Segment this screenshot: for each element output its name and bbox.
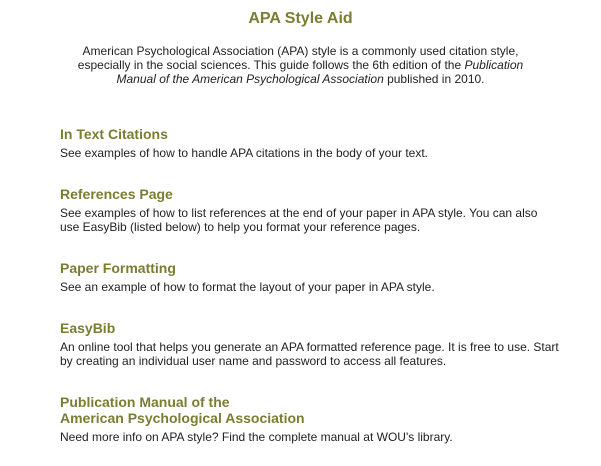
publication-manual-title-line1: Publication Manual of the	[60, 394, 230, 410]
publication-manual-title-line2: American Psychological Association	[60, 410, 305, 426]
section-publication-manual	[60, 394, 560, 444]
references-page-description: See examples of how to list references at the end of your paper in APA style. You can also use EasyBib (listed below) to help you format your reference pages.	[60, 206, 538, 234]
section-paper-formatting	[60, 260, 560, 294]
easybib-link[interactable]: EasyBib	[60, 320, 116, 336]
references-page-link[interactable]: References Page	[60, 186, 173, 202]
intro-paragraph	[60, 44, 541, 86]
intro-manual-title: Publication Manual of the American Psychological Association	[116, 58, 524, 86]
easybib-description: An online tool that helps you generate an APA formatted reference page. It is free to use. Start by creating an individual user name and password to access all features.	[60, 340, 559, 368]
paper-formatting-description: See an example of how to format the layout of your paper in APA style.	[60, 280, 435, 294]
intro-text-end: published in 2010.	[383, 72, 485, 86]
publication-manual-description: Need more info on APA style? Find the complete manual at WOU's library.	[60, 430, 453, 444]
intro-text-start: American Psychological Association (APA) style is a commonly used citation style, especially in the social sciences. This guide follows the 6th edition of the	[77, 44, 519, 72]
section-references-page	[60, 186, 560, 234]
section-easybib	[60, 320, 560, 368]
in-text-citations-link[interactable]: In Text Citations	[60, 126, 168, 142]
paper-formatting-link[interactable]: Paper Formatting	[60, 260, 176, 276]
publication-manual-link[interactable]	[60, 394, 560, 426]
in-text-citations-description: See examples of how to handle APA citations in the body of your text.	[60, 146, 429, 160]
page-title: APA Style Aid	[248, 10, 353, 27]
section-in-text-citations	[60, 126, 560, 160]
